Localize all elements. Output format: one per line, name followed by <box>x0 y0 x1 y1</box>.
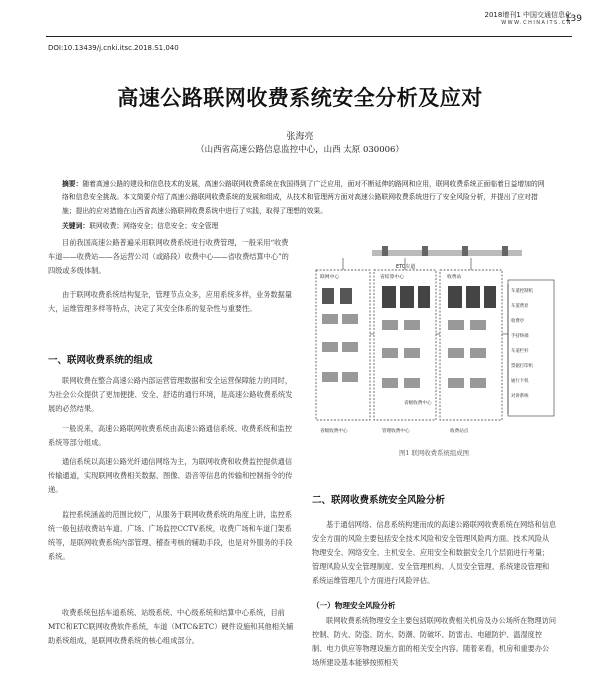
abstract <box>62 178 550 218</box>
intro-paragraph-2: 由于联网收费系统结构复杂，管理节点众多，应用系统多样，业务数据量大，运维管理多样等特点，决定了其安全体系的复杂性与重要性。 <box>48 290 293 313</box>
section1-paragraph-2: 一般说来，高速公路联网收费系统由高速公路通信系统、收费系统和监控系统等部分组成。 <box>48 424 293 447</box>
left-unit-label: 联网中心 <box>320 275 340 280</box>
subsection1-paragraph: 联网收费系统物理安全主要包括联网收费相关机房及办公场所在物理访问控制、防火、防盗、防水、防潮、防破坏、防雷击、电磁防护、温湿度控制、电力供应等物理设施方面的相关安全内容。随着来看，机房和重要办公场所建设基本能够按照相关 <box>312 616 557 667</box>
doi: DOI:10.13439/j.cnki.itsc.2018.S1.040 <box>48 44 179 52</box>
journal-header <box>485 10 573 26</box>
left-servers <box>322 288 358 382</box>
header-rule <box>46 36 572 37</box>
left-bottom-label: 省级收费中心 <box>320 429 348 434</box>
device-label: 票据打印机 <box>511 364 533 369</box>
journal-site: WWW.CHINAITS.CN <box>501 20 572 26</box>
affiliation: （山西省高速公路信息监控中心，山西 太原 030006） <box>196 145 404 155</box>
abstract-label: 摘要： <box>62 180 83 188</box>
etc-lane-graphic <box>372 246 522 256</box>
keywords <box>62 220 550 230</box>
center-title-label: 省级收费中心 <box>404 401 432 406</box>
mid-servers <box>382 286 430 388</box>
mid-unit-label: 省结算中心 <box>380 275 404 280</box>
abstract-text: 随着高速公路的建设和信息技术的发展，高速公路联网收费系统在我国得到了广泛应用，面对不断延伸的路网和应用，联网收费系统正面临着日益增加的网络和信息安全挑战。本文简要介绍了高速公路联网收费系统的发展和组成，从技术和管理两方面对高速公路联网收费系统进行了安全风险分析，并提出了应对措施；提出的应对措施在山西省高速公路联网收费系统中进行了实践，取得了理想的效果。 <box>62 180 545 215</box>
device-label: 手持终端 <box>511 334 529 339</box>
author: 张海亮 <box>286 132 314 142</box>
subsection-heading-1: （一）物理安全风险分析 <box>312 601 396 610</box>
keywords-text: 联网收费；网络安全；信息安全；安全管理 <box>89 222 219 230</box>
section2-paragraph-1: 基于通信网络、信息系统构建而成的高速公路联网收费系统在网络和信息安全方面的风险主要包括安全技术风险和安全管理风险两方面。技术风险从物理安全、网络安全、主机安全、应用安全和数据安全几个层面进行考量；管理风险从安全管理制度、安全管理机构、人员安全管理、系统建设管理和系统运维管理几个方面进行风险评估。 <box>312 520 557 585</box>
mid-bottom-label: 管理收费中心 <box>382 429 410 434</box>
page-number: 139 <box>564 14 582 24</box>
device-label: 通行卡机 <box>511 379 529 384</box>
keywords-label: 关键词： <box>62 222 90 230</box>
right-servers <box>448 286 496 388</box>
section1-paragraph-5: 收费系统包括车道系统、站级系统、中心级系统和结算中心系统，目前MTC和ETC联网收费软件系统，车道（MTC&ETC）硬件设施和其他相关辅助系统组成，是联网收费系统的核心组成部分。 <box>48 608 294 645</box>
right-bottom-label: 收费站点 <box>450 429 469 434</box>
intro-paragraph-1: 目前我国高速公路普遍采用联网收费系统进行收费管理，一般采用“收费车道——收费站——各运营公司（或路段）收费中心——省收费结算中心”的四级或多级体制。 <box>48 238 289 275</box>
section1-paragraph-4: 监控系统涵盖的范围比较广，从服务于联网收费系统的角度上讲，监控系统一般包括收费站车道、广场、广场监控CCTV系统，收费广场和车道门架系统等，是联网收费系统内部管理、稽查考核的辅助手段，也是对外服务的手段系统。 <box>48 510 293 561</box>
section1-paragraph-1: 联网收费在整合高速公路内部运营管理数据和安全运营保障能力的同时，为社会公众提供了更加便捷、安全、舒适的通行环境，是高速公路收费系统发展的必然结果。 <box>48 376 293 413</box>
network-lines <box>343 258 508 414</box>
device-label: 车道费显 <box>511 304 529 309</box>
device-label: 对讲系统 <box>511 394 529 399</box>
device-label: 车道栏杆 <box>511 349 529 354</box>
device-label: 收费亭 <box>511 319 525 324</box>
etc-lane-label: ETC车道 <box>396 264 416 270</box>
device-label: 车道控制机 <box>511 289 533 294</box>
right-unit-label: 收费站 <box>447 275 462 280</box>
section-heading-2: 二、联网收费系统安全风险分析 <box>312 495 446 506</box>
journal-name: 2018增刊1 中国交通信息化 <box>484 11 572 19</box>
system-diagram <box>312 244 556 444</box>
figure-caption: 图1 联网收费系统组成图 <box>398 449 469 457</box>
section-heading-1: 一、联网收费系统的组成 <box>48 355 153 366</box>
section1-paragraph-3: 通信系统以高速公路光纤通信网络为主，为联网收费和收费监控提供通信传输通道，实现联网收费相关数据、图像、语音等信息的传输和控制指令的传递。 <box>48 457 293 494</box>
paper-title: 高速公路联网收费系统安全分析及应对 <box>117 86 483 110</box>
